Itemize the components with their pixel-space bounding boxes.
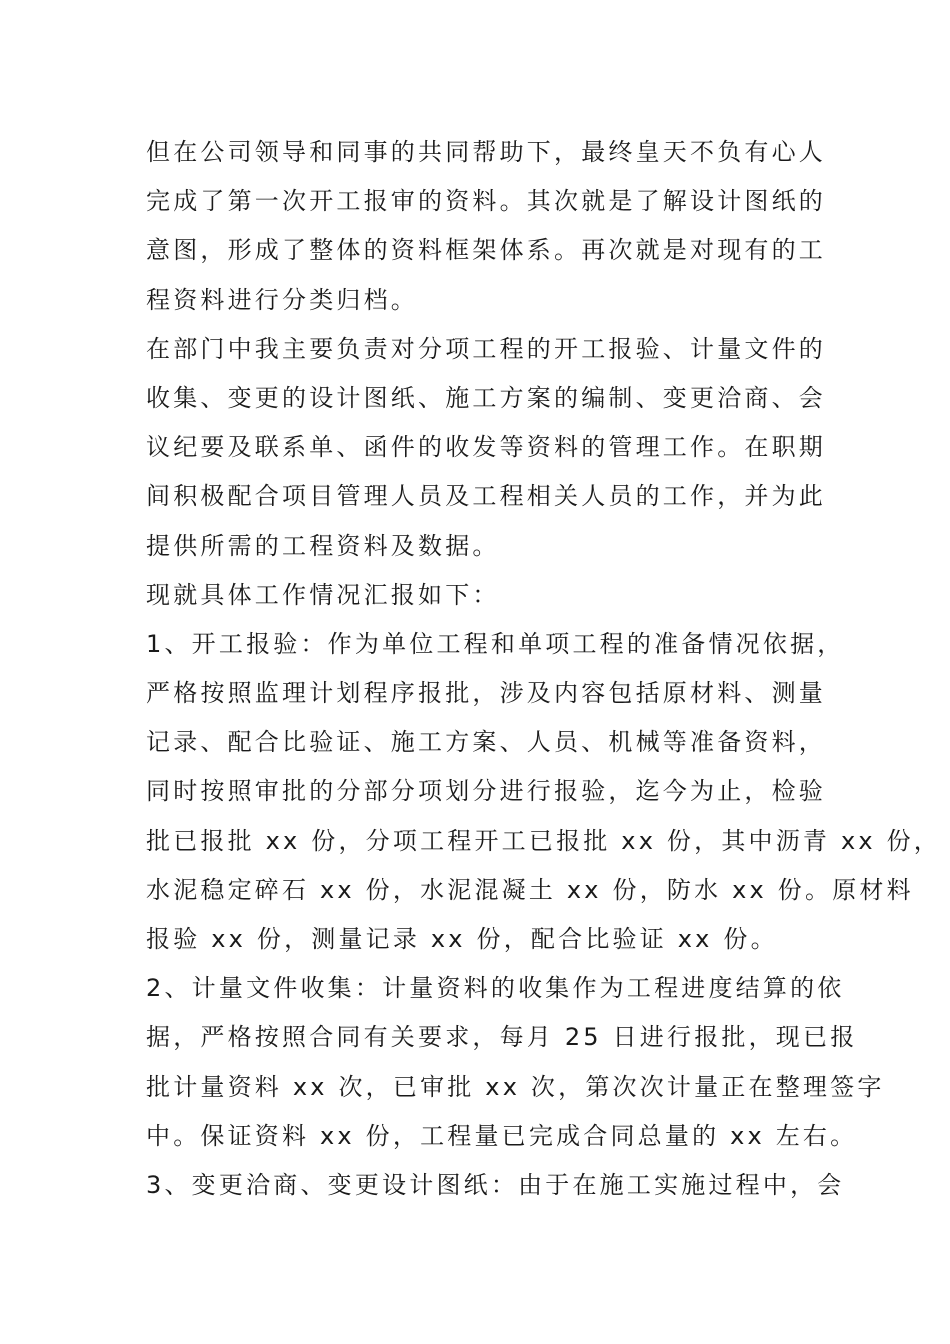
document-body (146, 128, 941, 1210)
text-line: 完成了第一次开工报审的资料。其次就是了解设计图纸的 (146, 187, 826, 216)
text-line: 1、开工报验：作为单位工程和单项工程的准备情况依据， (146, 629, 845, 658)
text-line: 2、计量文件收集：计量资料的收集作为工程进度结算的依 (146, 974, 845, 1003)
text-line: 提供所需的工程资料及数据。 (146, 531, 500, 560)
text-line: 批已报批 xx 份，分项工程开工已报批 xx 份，其中沥青 xx 份， (146, 826, 941, 855)
text-line: 程资料进行分类归档。 (146, 285, 418, 314)
text-line: 在部门中我主要负责对分项工程的开工报验、计量文件的 (146, 334, 826, 363)
text-line: 批计量资料 xx 次，已审批 xx 次，第次次计量正在整理签字 (146, 1072, 885, 1101)
text-line: 同时按照审批的分部分项划分进行报验，迄今为止，检验 (146, 777, 826, 806)
text-line: 据，严格按照合同有关要求，每月 25 日进行报批，现已报 (146, 1023, 858, 1052)
text-line: 但在公司领导和同事的共同帮助下，最终皇天不负有心人 (146, 138, 826, 166)
text-line: 水泥稳定碎石 xx 份，水泥混凝土 xx 份，防水 xx 份。原材料 (146, 875, 914, 904)
text-line: 记录、配合比验证、施工方案、人员、机械等准备资料， (146, 728, 826, 757)
text-line: 收集、变更的设计图纸、施工方案的编制、变更洽商、会 (146, 383, 826, 412)
text-line: 现就具体工作情况汇报如下： (146, 580, 500, 609)
text-line: 报验 xx 份，测量记录 xx 份，配合比验证 xx 份。 (146, 925, 778, 953)
text-line: 严格按照监理计划程序报批，涉及内容包括原材料、测量 (146, 679, 826, 708)
text-line: 3、变更洽商、变更设计图纸：由于在施工实施过程中，会 (146, 1170, 845, 1199)
text-line: 议纪要及联系单、函件的收发等资料的管理工作。在职期 (146, 433, 826, 462)
text-line: 意图，形成了整体的资料框架体系。再次就是对现有的工 (146, 236, 826, 265)
text-line: 间积极配合项目管理人员及工程相关人员的工作，并为此 (146, 482, 826, 511)
text-line: 中。保证资料 xx 份，工程量已完成合同总量的 xx 左右。 (146, 1121, 858, 1150)
